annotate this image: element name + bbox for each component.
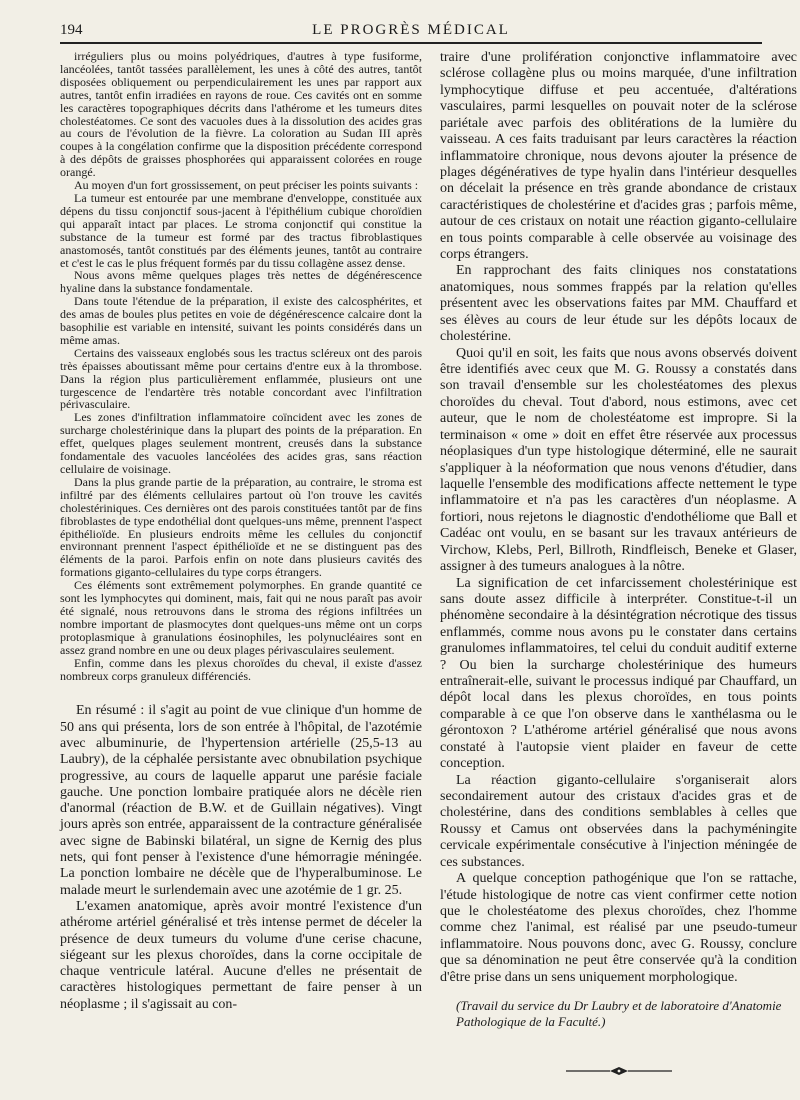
left-column xyxy=(60,50,422,1013)
page-number: 194 xyxy=(60,22,83,38)
paragraph: Ces éléments sont extrêmement polymorphes. En grande quantité ce sont les lymphocytes qui dominent, mais, fait qui ne nous paraît pas avoir été signalé, nous retrouvons dans le stroma des régions infiltrées un nombre important de plasmocytes dont quelques-uns même ont un corps protoplasmique à granulations éosinophiles, les polynucléaires sont en assez grand nombre en une ou deux plages périvasculaires seulement. xyxy=(60,578,422,657)
paragraph: A quelque conception pathogénique que l'on se rattache, l'étude histologique de notre cas vient confirmer cette notion que le cholestéatome des plexus choroïdes, chez l'homme comme chez l'animal, est réalisé par une pseudo-tumeur inflammatoire. Nous pouvons donc, avec G. Roussy, conclure que sa dénomination ne peut être conservée qu'à la condition d'être prise dans un sens uniquement morphologique. xyxy=(440,871,797,985)
author-credit xyxy=(440,998,797,1030)
paragraph: La tumeur est entourée par une membrane d'enveloppe, constituée aux dépens du tissu conjonctif sous-jacent à l'épithélium cubique choroïdien qui apparaît intact par places. Le stroma conjonctif qui constitue la substance de la tumeur est formé par des tractus fibroblastiques anastomosés, tantôt constitués par des éléments jeunes, tantôt au contraire et c'est le cas le plus fréquent formés par du tissu collagène assez dense. xyxy=(60,190,422,270)
page-header xyxy=(60,20,762,44)
paragraph: La signification de cet infarcissement cholestérinique est sans doute assez difficile à interpréter. Constitue-t-il un phénomène secondaire à la désintégration nécrotique des tissus enflammés, comme nous avons pu le constater dans certains granulomes inflammatoires, tel celui du conduit auditif externe ? Ou bien la surcharge cholestérinique des humeurs entraînerait-elle, suivant le processus indiqué par Chauffard, un dépôt local dans les plexus choroïdes, en tous points comparable à ce que l'on observe dans le xanthélasma ou le gérontoxon ? L'athérome artériel généralisé que nous avons constaté à l'autopsie vient plaider en faveur de cette conception. xyxy=(440,575,797,772)
summary-section xyxy=(60,703,422,1013)
paragraph: traire d'une prolifération conjonctive inflammatoire avec sclérose collagène plus ou moins marquée, d'une infiltration lymphocytique diffuse et peu accentuée, d'altérations vasculaires, parmi lesquelles on pouvait noter de la sclérose pariétale avec parfois des oblitérations de la lumière du vaisseau. A ces faits traduisant par leurs caractères la réaction inflammatoire chronique, nous devons ajouter la présence de plages dégénératives de type hyalin dans l'intérieur desquelles on décelait la présence en très grande abondance de cristaux caractéristiques de cholestérine et d'acides gras ; parfois même, autour de ces cristaux on notait une réaction giganto-cellulaire en tous points comparable à celle observée au voisinage des corps étrangers. xyxy=(440,50,797,263)
paragraph: Certains des vaisseaux englobés sous les tractus scléreux ont des parois très épaisses aboutissant même pour certains d'entre eux à la thrombose. Dans la région plus particulièrement enflammée, plusieurs ont une turgescence de l'endartère très notable concordant avec l'infiltration périvasculaire. xyxy=(60,345,422,412)
credit-text: (Travail du service du Dr Laubry et de laboratoire d'Anatomie Pathologique de la Faculté.) xyxy=(456,998,782,1030)
paragraph: Les zones d'infiltration inflammatoire coïncident avec les zones de surcharge cholestérinique dans la plupart des points de la préparation. En effet, quelques plages seulement montrent, creusés dans la substance fondamentale des vacuoles lancéolées des acides gras, sans réaction cellulaire de voisinage. xyxy=(60,410,422,476)
paragraph: En rapprochant des faits cliniques nos constatations anatomiques, nous sommes frappés par la relation qu'elles présentent avec les observations faites par MM. Chauffard et ses élèves au cours de leur étude sur les dépôts locaux de cholestérine. xyxy=(440,263,797,345)
paragraph: Enfin, comme dans les plexus choroïdes du cheval, il existe d'assez nombreux corps granuleux différenciés. xyxy=(60,655,422,683)
histology-findings xyxy=(60,50,422,682)
discussion-section xyxy=(440,50,797,986)
paragraph: En résumé : il s'agit au point de vue clinique d'un homme de 50 ans qui présenta, lors de son entrée à l'hôpital, de l'azotémie avec albuminurie, de l'hypertension artérielle (25,5-13 au Laubry), de la céphalée persistante avec obnubilation psychique progressive, au cours de laquelle apparut une parésie faciale gauche. Une ponction lombaire pratiquée alors ne décèle rien d'anormal (réaction de B.W. et de Guillain négatives). Vingt jours après son entrée, apparaissent de la contracture généralisée avec signe de Babinski bilatéral, un signe de Kernig des plus nets, qui font penser à l'existence d'une hémorragie méningée. La ponction lombaire ne décèle que de l'hyperalbuminose. Le malade meurt le surlendemain avec une azotémie de 1 gr. 25. xyxy=(60,703,422,898)
paragraph: Dans la plus grande partie de la préparation, au contraire, le stroma est infiltré par des éléments cellulaires partout où l'on trouve les cavités cholestériniques. Ces dernières ont des parois constituées tantôt par de fins fibroblastes de type endothélial dont quelques-uns même, prennent l'aspect épithélioïde. En plusieurs endroits même les cellules du conjonctif environnant prennent l'aspect épithélioïde et ne se distinguent pas des éléments de la paroi. Parfois enfin on note dans plusieurs cavités des formations giganto-cellulaires du type corps étrangers. xyxy=(60,474,422,580)
right-column xyxy=(440,50,797,1076)
running-title: LE PROGRÈS MÉDICAL xyxy=(312,22,510,38)
end-ornament-icon xyxy=(564,1066,674,1076)
paragraph: La réaction giganto-cellulaire s'organiserait alors secondairement autour des cristaux d'acides gras et de cholestérine, dans des conditions semblables à celles que Roussy et Camus ont observées dans la pachyméningite cervicale expérimentale consécutive à l'injection méningée de ces substances. xyxy=(440,772,797,870)
paragraph: Au moyen d'un fort grossissement, on peut préciser les points suivants : xyxy=(74,178,419,193)
paragraph: Dans toute l'étendue de la préparation, il existe des calcosphérites, et des amas de boules plus petites en voie de dégénérescence calcaire dont la basophilie est variable en intensité, suivant les points considérés dans un même amas. xyxy=(60,294,422,347)
paragraph: L'examen anatomique, après avoir montré l'existence d'un athérome artériel généralisé et très intense permet de déceler la présence de deux tumeurs du volume d'une cerise chacune, siégeant sur les plexus choroïdes, dans la corne occipitale de chaque ventricule latéral. Aucune d'elles ne présentait de caractères histologiques permettant de faire penser à un néoplasme ; il s'agissait au con- xyxy=(60,898,422,1012)
header-rule xyxy=(60,42,762,44)
paragraph: irréguliers plus ou moins polyédriques, d'autres à type fusiforme, lancéolées, tantôt tassées parallèlement, les unes à côté des autres, tantôt disposées obliquement ou perpendiculairement les unes par rapport aux autres, tantôt enfin irradiées en rayons de roue. Ces cavités ont en somme les caractères topographiques décrits dans l'athérome et les tumeurs dites cholestéatomes. Ce sont des vacuoles dues à la dissolution des acides gras au cours de l'évolution de la fièvre. La coloration au Sudan III après coupes à la congélation confirme que la disposition précédente correspond à des dépôts de graisses phosphorées qui apparaissent colorées en rouge orangé. xyxy=(60,49,422,180)
paragraph: Nous avons même quelques plages très nettes de dégénérescence hyaline dans la substance fondamentale. xyxy=(60,268,422,296)
paragraph: Quoi qu'il en soit, les faits que nous avons observés doivent être identifiés avec ceux que M. G. Roussy a constatés dans son travail d'ensemble sur les cholestéatomes des plexus choroïdes du cheval. Tout d'abord, nous estimons, avec cet auteur, que le nom de cholestéatome est impropre. Si la terminaison « ome » doit en effet être réservée aux processus néoplasiques d'un type histologique déterminé, elle ne saurait s'appliquer à la néoformation que nous venons d'étudier, dans laquelle l'ensemble des modifications affecte nettement le type inflammatoire et n'a pas les caractères d'un néoplasme. A fortiori, nous rejetons le diagnostic d'endothéliome que Ball et Cadéac ont voulu, en se basant sur les travaux antérieurs de Virchow, Klebs, Perl, Billroth, Rindfleisch, Beneke et Glaser, assigner à des tumeurs analogues à la nôtre. xyxy=(440,345,797,575)
